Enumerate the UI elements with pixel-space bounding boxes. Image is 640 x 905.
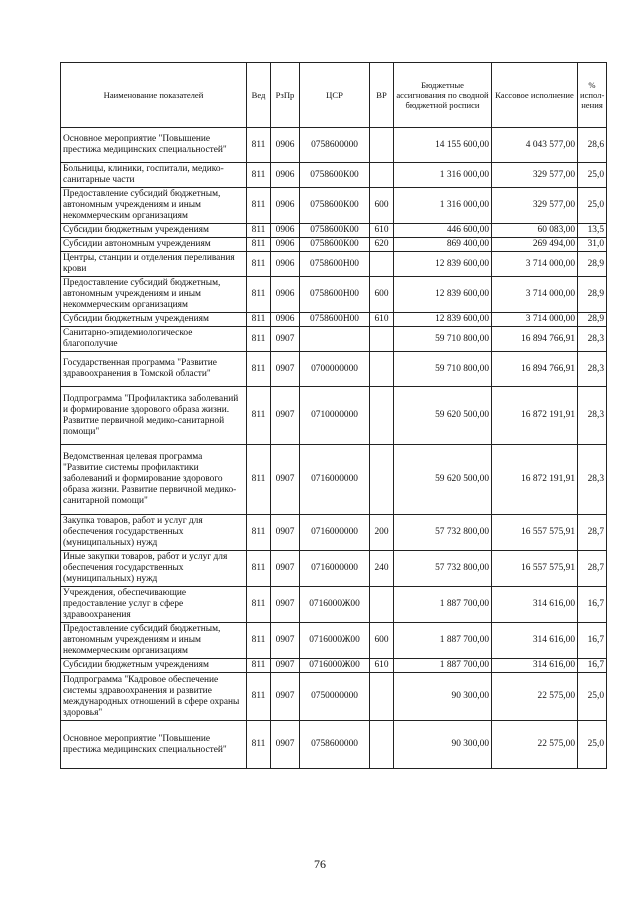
header-row (61, 63, 607, 128)
cell-cash: 16 894 766,91 (492, 327, 578, 352)
cell-ved: 811 (247, 188, 271, 224)
cell-name: Подпрограмма "Кадровое обеспечение системы здравоохранения и развитие международных отношений в сфере охраны здоровья" (61, 673, 247, 721)
cell-csr: 0716000000 (300, 515, 370, 551)
cell-name: Субсидии автономным учреждениям (61, 238, 247, 252)
cell-csr: 0758600000 (300, 128, 370, 163)
header-assignments: Бюджетные ассигнования по сводной бюджетной росписи (394, 63, 492, 128)
cell-rzpr: 0906 (271, 224, 300, 238)
cell-rzpr: 0907 (271, 551, 300, 587)
cell-pct: 16,7 (578, 659, 607, 673)
cell-assign: 59 620 500,00 (394, 445, 492, 515)
cell-vr (370, 128, 394, 163)
cell-pct: 28,3 (578, 327, 607, 352)
table-row (61, 327, 607, 352)
cell-csr: 0758600000 (300, 721, 370, 769)
cell-ved: 811 (247, 252, 271, 277)
cell-cash: 22 575,00 (492, 673, 578, 721)
header-percent: % испол-нения (578, 63, 607, 128)
table-row (61, 277, 607, 313)
cell-rzpr: 0907 (271, 327, 300, 352)
cell-ved: 811 (247, 673, 271, 721)
cell-cash: 329 577,00 (492, 188, 578, 224)
cell-vr: 600 (370, 623, 394, 659)
cell-assign: 869 400,00 (394, 238, 492, 252)
table-row (61, 163, 607, 188)
table-row (61, 673, 607, 721)
cell-ved: 811 (247, 623, 271, 659)
cell-csr: 0716000Ж00 (300, 659, 370, 673)
page-number: 76 (314, 857, 326, 871)
cell-cash: 16 894 766,91 (492, 352, 578, 387)
cell-vr (370, 445, 394, 515)
cell-csr: 0758600К00 (300, 188, 370, 224)
cell-vr (370, 387, 394, 445)
header-ved: Вед (247, 63, 271, 128)
cell-rzpr: 0906 (271, 277, 300, 313)
cell-vr: 200 (370, 515, 394, 551)
cell-rzpr: 0907 (271, 623, 300, 659)
header-csr: ЦСР (300, 63, 370, 128)
cell-rzpr: 0907 (271, 721, 300, 769)
cell-pct: 25,0 (578, 188, 607, 224)
table-row (61, 188, 607, 224)
cell-rzpr: 0906 (271, 128, 300, 163)
cell-ved: 811 (247, 721, 271, 769)
cell-vr (370, 673, 394, 721)
table-row (61, 587, 607, 623)
cell-cash: 3 714 000,00 (492, 313, 578, 327)
cell-pct: 28,6 (578, 128, 607, 163)
cell-assign: 1 887 700,00 (394, 623, 492, 659)
cell-pct: 28,7 (578, 515, 607, 551)
header-vr: ВР (370, 63, 394, 128)
cell-pct: 25,0 (578, 673, 607, 721)
cell-ved: 811 (247, 238, 271, 252)
cell-rzpr: 0907 (271, 387, 300, 445)
cell-ved: 811 (247, 659, 271, 673)
cell-name: Субсидии бюджетным учреждениям (61, 224, 247, 238)
cell-name: Предоставление субсидий бюджетным, автономным учреждениям и иным некоммерческим организациям (61, 188, 247, 224)
cell-cash: 16 557 575,91 (492, 551, 578, 587)
cell-cash: 314 616,00 (492, 587, 578, 623)
cell-name: Санитарно-эпидемиологическое благополучие (61, 327, 247, 352)
cell-pct: 28,9 (578, 252, 607, 277)
cell-name: Государственная программа "Развитие здравоохранения в Томской области" (61, 352, 247, 387)
table-row (61, 551, 607, 587)
table-row (61, 387, 607, 445)
table-row (61, 623, 607, 659)
cell-csr (300, 327, 370, 352)
cell-csr: 0758600К00 (300, 224, 370, 238)
cell-vr: 620 (370, 238, 394, 252)
cell-pct: 28,3 (578, 387, 607, 445)
cell-ved: 811 (247, 551, 271, 587)
cell-vr: 610 (370, 313, 394, 327)
cell-cash: 16 872 191,91 (492, 445, 578, 515)
cell-cash: 16 872 191,91 (492, 387, 578, 445)
cell-assign: 1 316 000,00 (394, 163, 492, 188)
table-row (61, 128, 607, 163)
cell-ved: 811 (247, 515, 271, 551)
cell-csr: 0758600Н00 (300, 252, 370, 277)
cell-cash: 60 083,00 (492, 224, 578, 238)
budget-table (60, 62, 607, 769)
table-row (61, 659, 607, 673)
table-row (61, 238, 607, 252)
cell-assign: 1 316 000,00 (394, 188, 492, 224)
cell-name: Субсидии бюджетным учреждениям (61, 659, 247, 673)
cell-assign: 1 887 700,00 (394, 587, 492, 623)
cell-csr: 0716000Ж00 (300, 623, 370, 659)
cell-csr: 0716000000 (300, 445, 370, 515)
cell-cash: 22 575,00 (492, 721, 578, 769)
cell-pct: 13,5 (578, 224, 607, 238)
header-cash-execution: Кассовое исполнение (492, 63, 578, 128)
cell-csr: 0758600К00 (300, 163, 370, 188)
cell-cash: 314 616,00 (492, 659, 578, 673)
cell-ved: 811 (247, 277, 271, 313)
cell-assign: 14 155 600,00 (394, 128, 492, 163)
table-row (61, 721, 607, 769)
cell-pct: 25,0 (578, 163, 607, 188)
cell-pct: 28,7 (578, 551, 607, 587)
cell-ved: 811 (247, 352, 271, 387)
cell-name: Предоставление субсидий бюджетным, автономным учреждениям и иным некоммерческим организациям (61, 277, 247, 313)
cell-assign: 90 300,00 (394, 673, 492, 721)
cell-pct: 28,9 (578, 313, 607, 327)
cell-cash: 16 557 575,91 (492, 515, 578, 551)
table-row (61, 313, 607, 327)
cell-ved: 811 (247, 445, 271, 515)
cell-csr: 0750000000 (300, 673, 370, 721)
cell-pct: 28,3 (578, 352, 607, 387)
cell-rzpr: 0907 (271, 659, 300, 673)
cell-csr: 0716000Ж00 (300, 587, 370, 623)
cell-vr: 610 (370, 224, 394, 238)
table-row (61, 224, 607, 238)
cell-name: Субсидии бюджетным учреждениям (61, 313, 247, 327)
table-row (61, 445, 607, 515)
cell-ved: 811 (247, 587, 271, 623)
table-row (61, 515, 607, 551)
cell-rzpr: 0907 (271, 445, 300, 515)
cell-pct: 28,9 (578, 277, 607, 313)
cell-assign: 90 300,00 (394, 721, 492, 769)
cell-vr (370, 587, 394, 623)
cell-name: Иные закупки товаров, работ и услуг для обеспечения государственных (муниципальных) нужд (61, 551, 247, 587)
cell-cash: 3 714 000,00 (492, 277, 578, 313)
cell-ved: 811 (247, 224, 271, 238)
cell-assign: 59 710 800,00 (394, 352, 492, 387)
cell-assign: 59 620 500,00 (394, 387, 492, 445)
cell-name: Закупка товаров, работ и услуг для обеспечения государственных (муниципальных) нужд (61, 515, 247, 551)
cell-vr (370, 721, 394, 769)
cell-assign: 57 732 800,00 (394, 515, 492, 551)
cell-cash: 3 714 000,00 (492, 252, 578, 277)
cell-name: Больницы, клиники, госпитали, медико-санитарные части (61, 163, 247, 188)
cell-assign: 12 839 600,00 (394, 277, 492, 313)
cell-name: Основное мероприятие "Повышение престижа медицинских специальностей" (61, 721, 247, 769)
table-row (61, 252, 607, 277)
cell-vr: 600 (370, 277, 394, 313)
cell-vr: 240 (370, 551, 394, 587)
cell-name: Основное мероприятие "Повышение престижа медицинских специальностей" (61, 128, 247, 163)
cell-pct: 25,0 (578, 721, 607, 769)
cell-ved: 811 (247, 327, 271, 352)
cell-csr: 0700000000 (300, 352, 370, 387)
cell-pct: 31,0 (578, 238, 607, 252)
cell-vr (370, 252, 394, 277)
header-name: Наименование показателей (61, 63, 247, 128)
cell-pct: 16,7 (578, 587, 607, 623)
cell-rzpr: 0906 (271, 188, 300, 224)
cell-rzpr: 0906 (271, 238, 300, 252)
cell-assign: 12 839 600,00 (394, 252, 492, 277)
cell-name: Учреждения, обеспечивающие предоставление услуг в сфере здравоохранения (61, 587, 247, 623)
cell-csr: 0758600Н00 (300, 313, 370, 327)
cell-assign: 1 887 700,00 (394, 659, 492, 673)
cell-assign: 12 839 600,00 (394, 313, 492, 327)
cell-vr: 610 (370, 659, 394, 673)
cell-ved: 811 (247, 128, 271, 163)
cell-csr: 0716000000 (300, 551, 370, 587)
cell-assign: 446 600,00 (394, 224, 492, 238)
cell-assign: 59 710 800,00 (394, 327, 492, 352)
cell-vr (370, 327, 394, 352)
cell-rzpr: 0907 (271, 673, 300, 721)
cell-ved: 811 (247, 313, 271, 327)
cell-cash: 314 616,00 (492, 623, 578, 659)
cell-rzpr: 0907 (271, 515, 300, 551)
cell-name: Центры, станции и отделения переливания крови (61, 252, 247, 277)
cell-name: Ведомственная целевая программа "Развитие системы профилактики заболеваний и формирование здорового образа жизни. Развитие первичной медико-санитарной помощи" (61, 445, 247, 515)
cell-name: Предоставление субсидий бюджетным, автономным учреждениям и иным некоммерческим организациям (61, 623, 247, 659)
cell-rzpr: 0906 (271, 163, 300, 188)
cell-ved: 811 (247, 387, 271, 445)
cell-csr: 0758600Н00 (300, 277, 370, 313)
cell-pct: 16,7 (578, 623, 607, 659)
cell-vr (370, 163, 394, 188)
cell-ved: 811 (247, 163, 271, 188)
cell-cash: 329 577,00 (492, 163, 578, 188)
cell-rzpr: 0906 (271, 252, 300, 277)
cell-pct: 28,3 (578, 445, 607, 515)
cell-csr: 0710000000 (300, 387, 370, 445)
cell-cash: 4 043 577,00 (492, 128, 578, 163)
header-rzpr: РзПр (271, 63, 300, 128)
cell-assign: 57 732 800,00 (394, 551, 492, 587)
cell-rzpr: 0906 (271, 313, 300, 327)
cell-name: Подпрограмма "Профилактика заболеваний и формирование здорового образа жизни. Развитие первичной медико-санитарной помощи" (61, 387, 247, 445)
cell-cash: 269 494,00 (492, 238, 578, 252)
cell-rzpr: 0907 (271, 587, 300, 623)
cell-rzpr: 0907 (271, 352, 300, 387)
cell-csr: 0758600К00 (300, 238, 370, 252)
cell-vr: 600 (370, 188, 394, 224)
table-row (61, 352, 607, 387)
cell-vr (370, 352, 394, 387)
